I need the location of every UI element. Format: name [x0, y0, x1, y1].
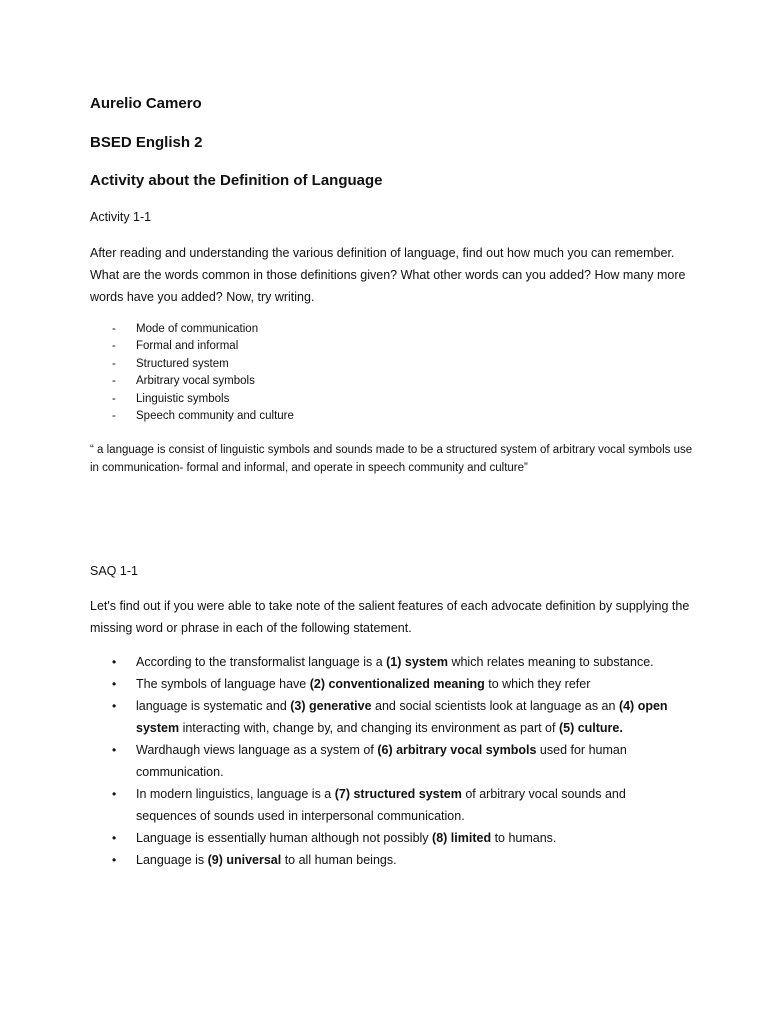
list-item	[112, 338, 294, 355]
saq-statements-list	[112, 651, 672, 871]
list-item-text: Speech community and culture	[136, 409, 294, 422]
statement-text: to humans.	[491, 831, 557, 845]
statement-text: of arbitrary vocal sounds and sequences of sounds used in interpersonal communication.	[136, 787, 626, 823]
activity-label: Activity 1-1	[90, 210, 152, 224]
list-item	[112, 356, 294, 373]
statement-text: In modern linguistics, language is a	[136, 787, 335, 801]
list-item	[112, 827, 672, 849]
statement-text: Wardhaugh views language as a system of	[136, 743, 378, 757]
statement-text: interacting with, change by, and changing its environment as part of	[179, 721, 559, 735]
course-label: BSED English 2	[90, 134, 203, 151]
dash-marker: -	[112, 340, 116, 353]
bullet-marker: •	[112, 853, 117, 867]
list-item-text: Linguistic symbols	[136, 392, 230, 405]
list-item	[112, 408, 294, 425]
list-item	[112, 651, 672, 673]
answer-text: (3) generative	[290, 699, 372, 713]
bullet-marker: •	[112, 655, 117, 669]
list-item-text: Mode of communication	[136, 323, 259, 335]
list-item	[112, 373, 294, 390]
list-item	[112, 849, 672, 871]
dash-marker: -	[112, 409, 116, 422]
author-name: Aurelio Camero	[90, 95, 202, 112]
statement-text: According to the transformalist language is a	[136, 655, 387, 669]
statement-text: Language is	[136, 853, 208, 867]
saq-label: SAQ 1-1	[90, 564, 138, 578]
list-item-text: Formal and informal	[136, 340, 239, 353]
list-item	[112, 783, 672, 827]
list-item	[112, 391, 294, 408]
answer-text: (5) culture.	[558, 721, 623, 735]
statement-text: which relates meaning to substance.	[447, 655, 654, 669]
list-item	[112, 673, 672, 695]
dash-marker: -	[112, 357, 116, 370]
statement-text: language is systematic and	[136, 699, 291, 713]
activity-heading: Activity about the Definition of Language	[90, 172, 383, 189]
bullet-marker: •	[112, 677, 117, 691]
list-item	[112, 321, 294, 338]
language-definition-quote: “ a language is consist of linguistic symbols and sounds made to be a structured system of arbitrary vocal symbols use in communication- formal and informal, and operate in speech community and culture”	[90, 444, 693, 474]
statement-text: to which they refer	[484, 677, 591, 691]
statement-text: and social scientists look at language as an	[371, 699, 619, 713]
answer-text: (7) structured system	[334, 787, 462, 801]
bullet-marker: •	[112, 743, 117, 757]
answer-text: (2) conventionalized meaning	[309, 677, 485, 691]
answer-text: (6) arbitrary vocal symbols	[377, 743, 537, 757]
dash-marker: -	[112, 323, 116, 335]
saq-instructions: Let's find out if you were able to take note of the salient features of each advocate definition by supplying the missing word or phrase in each of the following statement.	[90, 599, 690, 635]
answer-text: (8) limited	[432, 831, 492, 845]
answer-text: (1) system	[386, 655, 448, 669]
dash-marker: -	[112, 392, 116, 405]
statement-text: to all human beings.	[281, 853, 397, 867]
list-item	[112, 695, 672, 739]
answer-text: (4) open system	[136, 699, 668, 735]
bullet-marker: •	[112, 699, 117, 713]
statement-text: Language is essentially human although not possibly	[136, 831, 433, 845]
bullet-marker: •	[112, 831, 117, 845]
list-item	[112, 739, 672, 783]
activity-instructions: After reading and understanding the various definition of language, find out how much you can remember. What are the words common in those definitions given? What other words can you added? How many more words have you added? Now, try writing.	[90, 246, 686, 304]
dash-marker: -	[112, 375, 116, 388]
statement-text: The symbols of language have	[136, 677, 310, 691]
statement-text: used for human communication.	[136, 743, 627, 779]
list-item-text: Arbitrary vocal symbols	[136, 375, 255, 388]
answer-text: (9) universal	[207, 853, 282, 867]
list-item-text: Structured system	[136, 357, 229, 370]
bullet-marker: •	[112, 787, 117, 801]
common-words-list	[112, 321, 294, 425]
